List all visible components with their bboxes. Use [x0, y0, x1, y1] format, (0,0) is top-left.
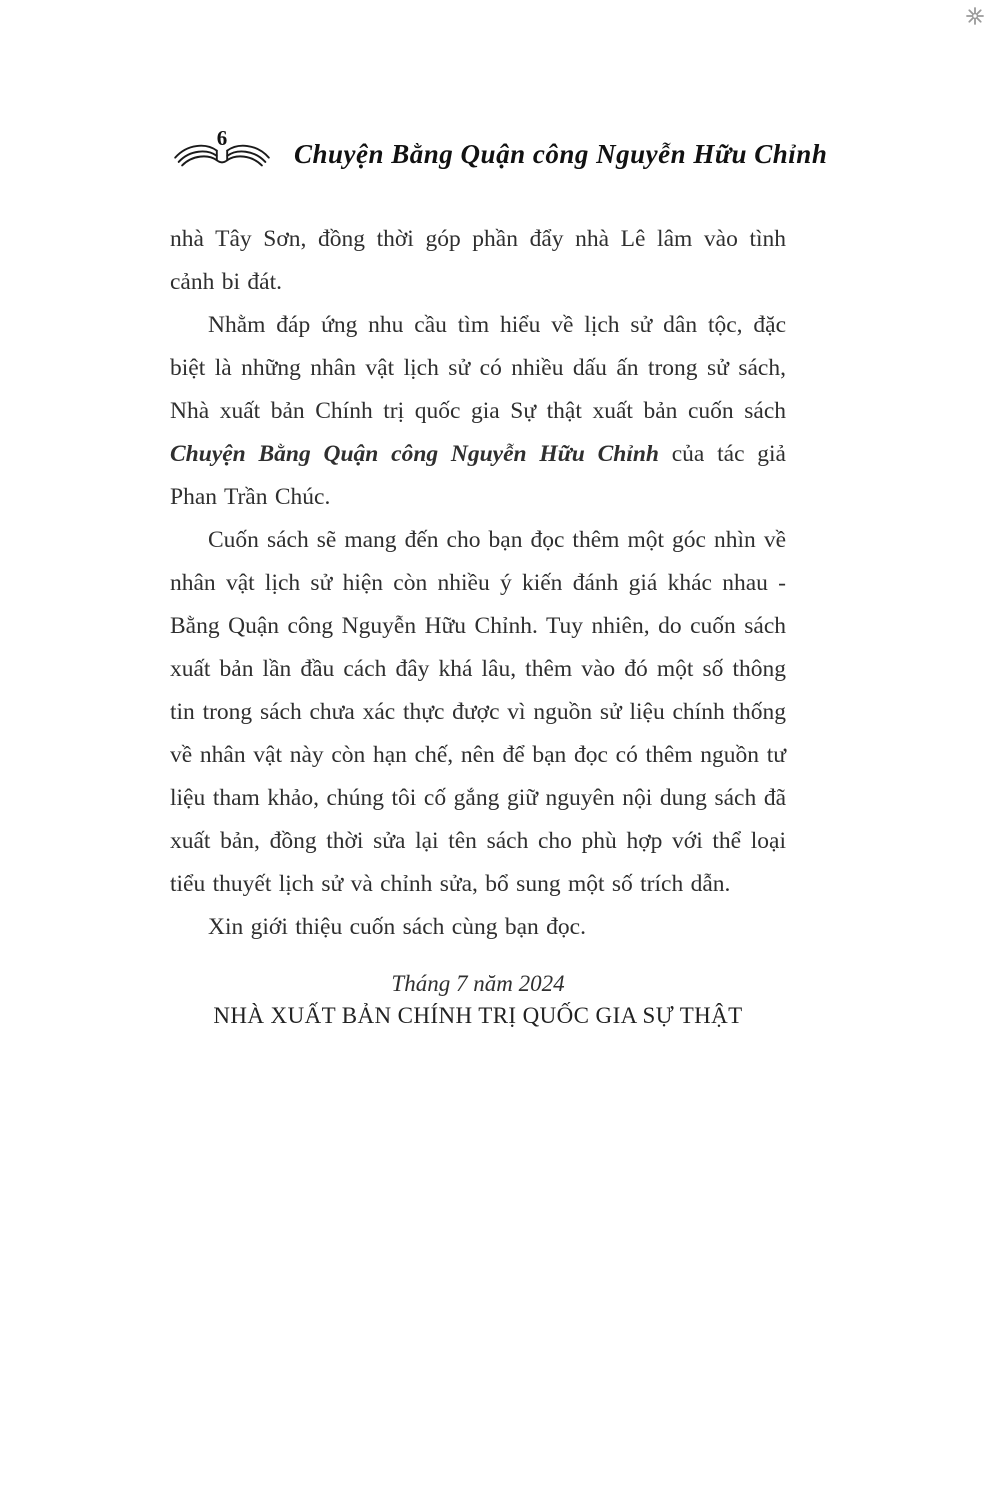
- page-content: [170, 126, 828, 1029]
- body-text: [170, 218, 786, 949]
- open-book-icon: [170, 126, 274, 174]
- paragraph-3: Cuốn sách sẽ mang đến cho bạn đọc thêm một góc nhìn về nhân vật lịch sử hiện còn nhiều ý kiến đánh giá khác nhau - Bằng Quận công Nguyễn Hữu Chỉnh. Tuy nhiên, do cuốn sách xuất bản lần đầu cách đây khá lâu, thêm vào đó một số thông tin trong sách chưa xác thực được vì nguồn sử liệu chính thống về nhân vật này còn hạn chế, nên để bạn đọc có thêm nguồn tư liệu tham khảo, chúng tôi cố gắng giữ nguyên nội dung sách đã xuất bản, đồng thời sửa lại tên sách cho phù hợp với thể loại tiểu thuyết lịch sử và chỉnh sửa, bổ sung một số trích dẫn.: [170, 527, 786, 897]
- paragraph-2-tail: của tác giả Phan Trần Chúc.: [170, 441, 786, 510]
- running-title: Chuyện Bằng Quận công Nguyễn Hữu Chỉnh: [294, 138, 828, 169]
- paragraph-2-lead: Nhằm đáp ứng nhu cầu tìm hiểu về lịch sử dân tộc, đặc biệt là những nhân vật lịch sử có nhiều dấu ấn trong sử sách, Nhà xuất bản Chính trị quốc gia Sự thật xuất bản cuốn sách: [170, 312, 786, 424]
- paragraph-2: [170, 304, 786, 519]
- inline-book-title: Chuyện Bằng Quận công Nguyễn Hữu Chỉnh: [170, 441, 659, 467]
- paragraph-1: nhà Tây Sơn, đồng thời góp phần đẩy nhà Lê lâm vào tình cảnh bi đát.: [170, 226, 786, 295]
- date-line: Tháng 7 năm 2024: [391, 971, 565, 996]
- page-header: [170, 126, 828, 174]
- publisher-name: NHÀ XUẤT BẢN CHÍNH TRỊ QUỐC GIA SỰ THẬT: [213, 1003, 743, 1028]
- flower-ornament-icon: [964, 5, 986, 27]
- paragraph-4: Xin giới thiệu cuốn sách cùng bạn đọc.: [208, 914, 586, 940]
- page-number: 6: [216, 126, 228, 150]
